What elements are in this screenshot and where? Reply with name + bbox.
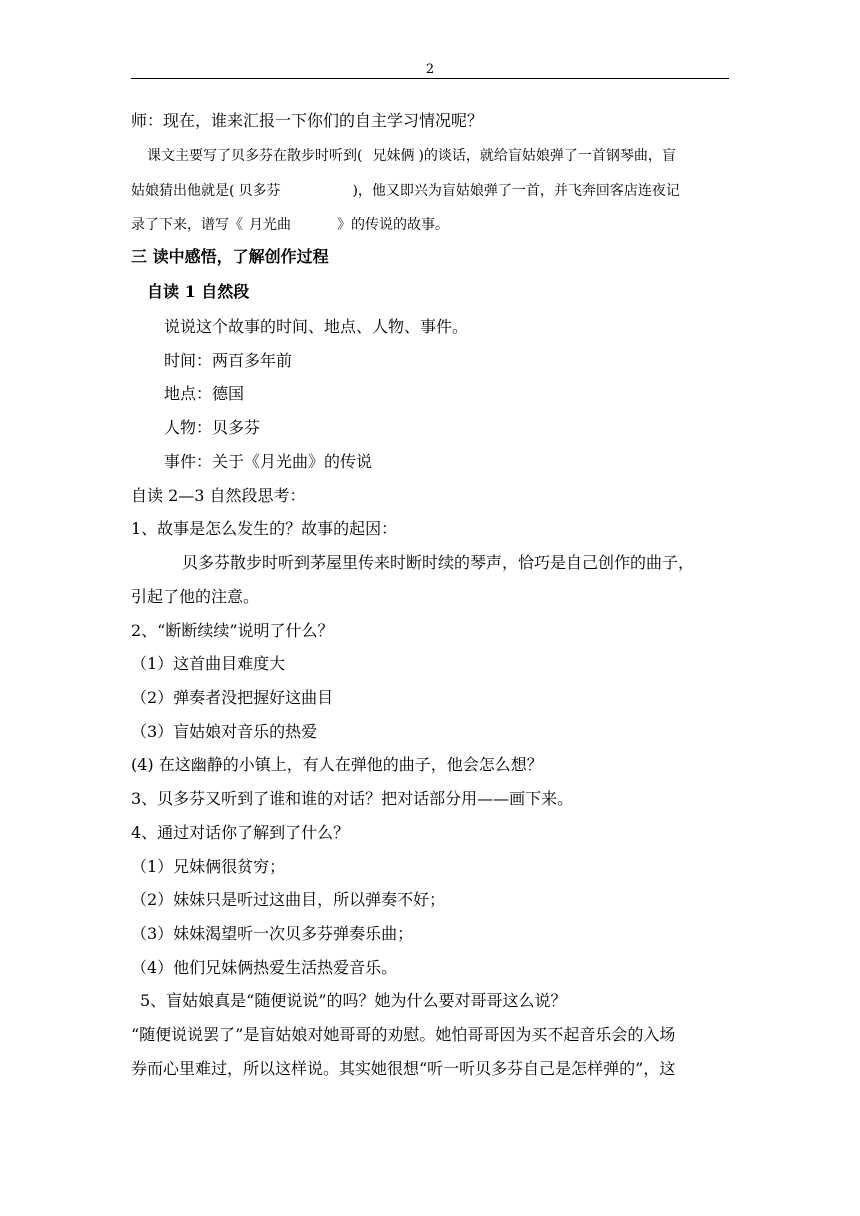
page-number: 2 xyxy=(425,62,435,77)
item-person: 人物：贝多芬 xyxy=(164,418,261,437)
summary-text-b: )的谈话，就给盲姑娘弹了一首钢琴曲，盲 xyxy=(418,148,676,164)
answer-1-line-1: 贝多芬散步时听到茅屋里传来时断时续的琴声，恰巧是自己创作的曲子， xyxy=(182,553,695,572)
question-3: 3、贝多芬又听到了谁和谁的对话？把对话部分用——画下来。 xyxy=(131,789,574,808)
item-event: 事件：关于《月光曲》的传说 xyxy=(164,452,373,471)
summary-text-c: 姑娘猜出他就是( xyxy=(131,183,235,199)
answer-5-line-2: 券而心里难过，所以这样说。其实她很想“听一听贝多芬自己是怎样弹的”，这 xyxy=(131,1059,676,1078)
answer-4-item-1: （1）兄妹俩很贫穷； xyxy=(131,857,286,876)
teacher-question: 师：现在，谁来汇报一下你们的自主学习情况呢？ xyxy=(131,111,484,130)
summary-line-2 xyxy=(131,181,680,201)
subheading-read-para-1: 自读 1 自然段 xyxy=(147,282,250,301)
question-5: 5、盲姑娘真是“随便说说”的吗？她为什么要对哥哥这么说？ xyxy=(140,991,567,1010)
answer-4-item-4: （4）他们兄妹俩热爱生活热爱音乐。 xyxy=(131,958,398,977)
blank-answer-moonlight: 月光曲 xyxy=(249,217,291,233)
answer-2-item-1: （1）这首曲目难度大 xyxy=(131,654,286,673)
answer-2-item-2: （2）弹奏者没把握好这曲目 xyxy=(131,688,334,707)
blank-answer-beethoven: 贝多芬 xyxy=(238,183,281,199)
summary-text-d: )，他又即兴为盲姑娘弹了一首，并飞奔回客店连夜记 xyxy=(352,183,680,199)
section-heading-3: 三 读中感悟，了解创作过程 xyxy=(131,247,329,266)
summary-text-e: 录了下来，谱写《 xyxy=(131,217,243,233)
summary-line-1 xyxy=(147,146,676,166)
item-place: 地点：德国 xyxy=(164,384,245,403)
answer-4-item-3: （3）妹妹渴望听一次贝多芬弹奏乐曲； xyxy=(131,924,414,943)
answer-5-line-1: “随便说说罢了”是盲姑娘对她哥哥的劝慰。她怕哥哥因为买不起音乐会的入场 xyxy=(131,1025,676,1044)
summary-text-f: 》的传说的故事。 xyxy=(337,217,449,233)
answer-2-item-3: （3）盲姑娘对音乐的热爱 xyxy=(131,722,318,741)
prompt-time-place: 说说这个故事的时间、地点、人物、事件。 xyxy=(164,317,469,336)
answer-2-item-4: (4) 在这幽静的小镇上，有人在弹他的曲子，他会怎么想？ xyxy=(131,755,543,774)
answer-1-line-2: 引起了他的注意。 xyxy=(131,587,260,606)
blank-answer-siblings: 兄妹俩 xyxy=(372,148,415,164)
summary-text-a: 课文主要写了贝多芬在散步时听到( xyxy=(147,148,363,164)
header-rule xyxy=(131,78,729,79)
question-1: 1、故事是怎么发生的？故事的起因： xyxy=(131,519,398,538)
summary-line-3 xyxy=(131,215,449,235)
question-2: 2、“断断续续”说明了什么？ xyxy=(131,621,334,640)
question-4: 4、通过对话你了解到了什么？ xyxy=(131,823,350,842)
answer-4-item-2: （2）妹妹只是听过这曲目，所以弹奏不好； xyxy=(131,890,446,909)
subheading-read-para-2-3: 自读 2—3 自然段思考： xyxy=(131,486,306,505)
item-time: 时间：两百多年前 xyxy=(164,351,293,370)
